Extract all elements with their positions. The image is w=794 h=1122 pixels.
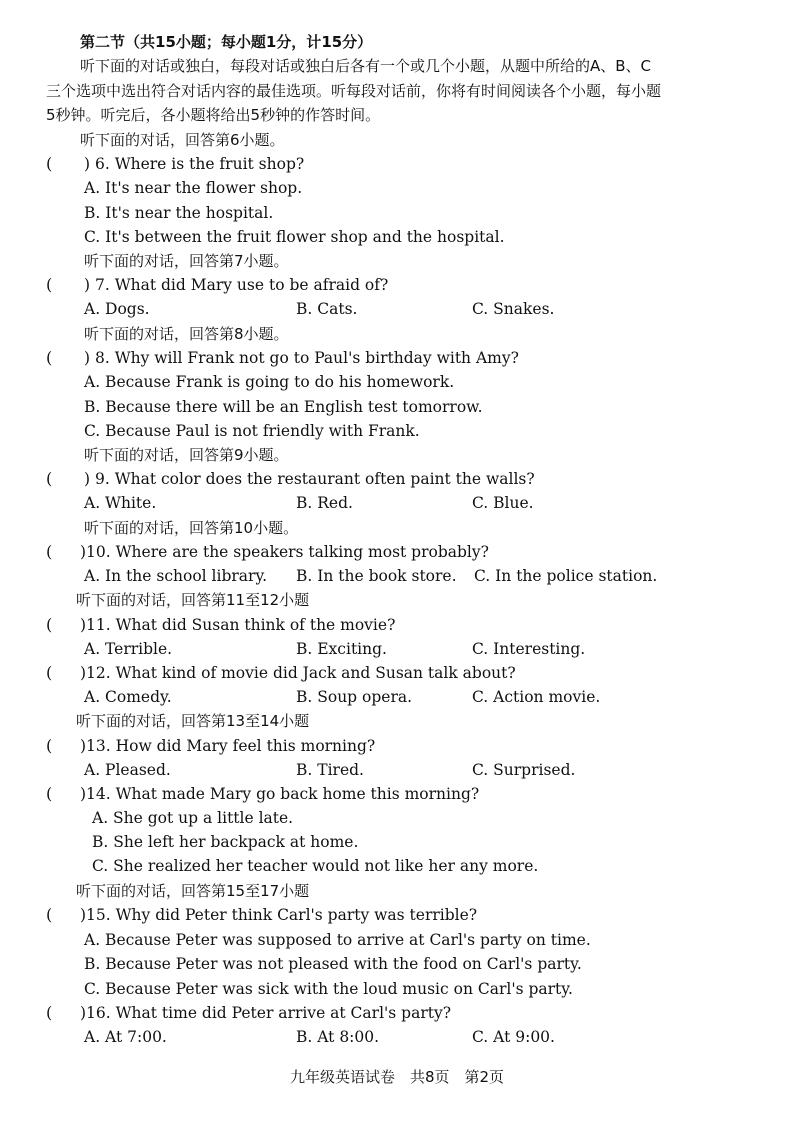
option-a: A. She got up a little late. [92,809,294,827]
option-a: A. It's near the flower shop. [84,179,303,197]
listening-prompt: 听下面的对话，回答第10小题。 [84,519,299,537]
option-c: C. At 9:00. [472,1028,555,1046]
page-footer: 九年级英语试卷 共8页 第2页 [289,1068,505,1086]
option-a: A. In the school library. [84,567,268,585]
option-a: A. Because Peter was supposed to arrive at Carl's party on time. [84,931,591,949]
option-b: B. Tired. [296,761,364,779]
listening-prompt: 听下面的对话，回答第13至14小题 [76,712,310,730]
option-a: A. Pleased. [84,761,171,779]
instructions-line-1: 听下面的对话或独白，每段对话或独白后各有一个或几个小题，从题中所给的A、B、C [80,57,652,75]
answer-bracket: ( [46,469,53,488]
option-b: B. Soup opera. [296,688,413,706]
question-6: ) 6. Where is the fruit shop? [84,155,305,173]
option-c: C. Blue. [472,494,534,512]
listening-prompt: 听下面的对话，回答第9小题。 [84,446,289,464]
answer-bracket: ( [46,615,53,634]
option-c: C. Because Peter was sick with the loud music on Carl's party. [84,980,573,998]
option-a: A. White. [84,494,157,512]
option-a: A. At 7:00. [84,1028,167,1046]
instructions-line-3: 5秒钟。听完后，各小题将给出5秒钟的作答时间。 [46,106,381,124]
option-b: B. Red. [296,494,353,512]
option-b: B. Because Peter was not pleased with the food on Carl's party. [84,955,582,973]
listening-prompt: 听下面的对话，回答第6小题。 [80,131,285,149]
option-a: A. Dogs. [84,300,150,318]
option-b: B. In the book store. [296,567,457,585]
option-b: B. At 8:00. [296,1028,380,1046]
question-15: )15. Why did Peter think Carl's party was terrible? [80,906,478,924]
question-10: )10. Where are the speakers talking most probably? [80,543,489,561]
question-7: ) 7. What did Mary use to be afraid of? [84,276,389,294]
answer-bracket: ( [46,348,53,367]
answer-bracket: ( [46,154,53,173]
option-c: C. Surprised. [472,761,576,779]
option-b: B. It's near the hospital. [84,204,274,222]
listening-prompt: 听下面的对话，回答第15至17小题 [76,882,310,900]
option-c: C. Interesting. [472,640,586,658]
option-c: C. Because Paul is not friendly with Frank. [84,422,420,440]
answer-bracket: ( [46,542,53,561]
option-a: A. Because Frank is going to do his homework. [84,373,455,391]
option-c: C. In the police station. [474,567,658,585]
option-c: C. Action movie. [472,688,601,706]
question-8: ) 8. Why will Frank not go to Paul's birthday with Amy? [84,349,519,367]
option-c: C. It's between the fruit flower shop and the hospital. [84,228,505,246]
answer-bracket: ( [46,736,53,755]
answer-bracket: ( [46,275,53,294]
option-b: B. Because there will be an English test tomorrow. [84,398,483,416]
question-12: )12. What kind of movie did Jack and Susan talk about? [80,664,516,682]
listening-prompt: 听下面的对话，回答第11至12小题 [76,591,310,609]
answer-bracket: ( [46,784,53,803]
listening-prompt: 听下面的对话，回答第8小题。 [84,325,289,343]
option-a: A. Terrible. [84,640,173,658]
answer-bracket: ( [46,905,53,924]
option-a: A. Comedy. [84,688,172,706]
question-16: )16. What time did Peter arrive at Carl's party? [80,1004,452,1022]
answer-bracket: ( [46,1003,53,1022]
option-c: C. Snakes. [472,300,555,318]
question-13: )13. How did Mary feel this morning? [80,737,376,755]
section-title: 第二节（共15小题；每小题1分，计15分） [80,33,373,51]
option-b: B. Exciting. [296,640,387,658]
option-b: B. Cats. [296,300,358,318]
option-b: B. She left her backpack at home. [92,833,359,851]
instructions-line-2: 三个选项中选出符合对话内容的最佳选项。听每段对话前，你将有时间阅读各个小题，每小题 [46,82,662,100]
answer-bracket: ( [46,663,53,682]
question-14: )14. What made Mary go back home this morning? [80,785,480,803]
option-c: C. She realized her teacher would not like her any more. [92,857,539,875]
question-9: ) 9. What color does the restaurant often paint the walls? [84,470,535,488]
question-11: )11. What did Susan think of the movie? [80,616,396,634]
listening-prompt: 听下面的对话，回答第7小题。 [84,252,289,270]
